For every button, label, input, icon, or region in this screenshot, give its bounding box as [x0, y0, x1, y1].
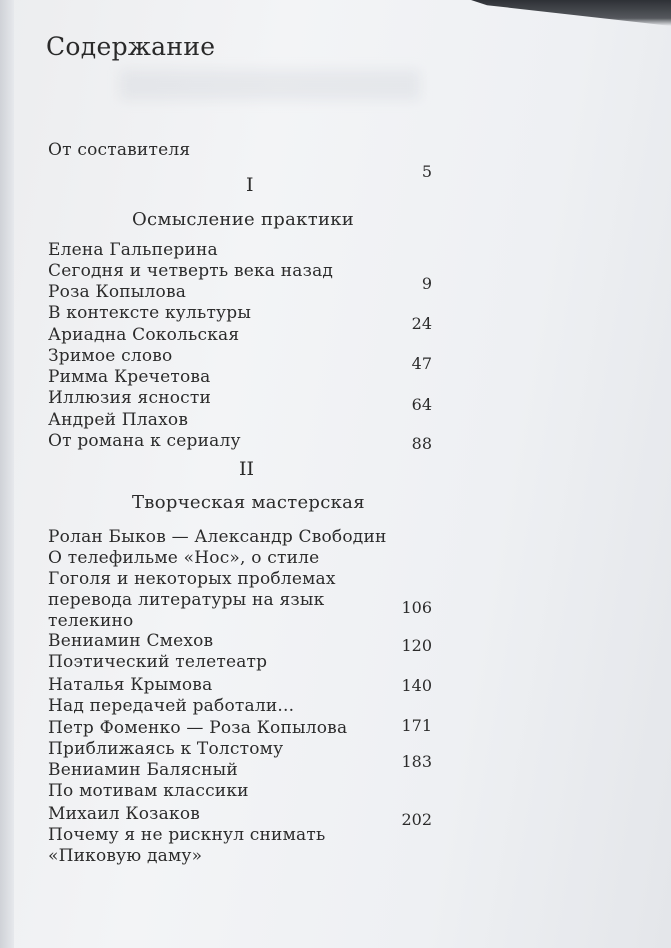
part1-entry5-page: 88 [411, 434, 432, 453]
part1-entry5-title: От романа к сериалу [48, 431, 241, 451]
bleed-through-ghost [120, 70, 420, 100]
part2-entry1-title-line2: Гоголя и некоторых проблемах [48, 569, 336, 589]
part2-entry3-author: Наталья Крымова [48, 675, 213, 695]
intro-page: 5 [421, 162, 432, 181]
part2-entry3-title: Над передачей работали... [48, 696, 295, 716]
part2-entry1-title-line3: перевода литературы на язык [48, 590, 325, 610]
part1-entry4-title: Иллюзия ясности [48, 388, 212, 408]
part2-entry3-page: 140 [401, 676, 432, 695]
page-title: Содержание [46, 32, 216, 61]
part2-entry6-title-line2: «Пиковую даму» [48, 846, 203, 866]
part2-entry1-title-line4: телекино [48, 611, 134, 631]
part1-entry3-author: Ариадна Сокольская [48, 325, 240, 345]
part1-entry3-title: Зримое слово [48, 346, 173, 366]
part1-entry2-author: Роза Копылова [48, 282, 187, 302]
part2-entry6-page: 202 [401, 810, 432, 829]
part1-entry1-page: 9 [421, 274, 432, 293]
part1-entry1-title: Сегодня и четверть века назад [48, 261, 334, 281]
part1-entry5-author: Андрей Плахов [48, 410, 189, 430]
part2-title: Творческая мастерская [132, 492, 365, 513]
part1-entry4-author: Римма Кречетова [48, 367, 211, 387]
part1-title: Осмысление практики [132, 209, 355, 230]
part1-entry2-page: 24 [411, 314, 432, 333]
part2-entry5-author: Вениамин Балясный [48, 760, 238, 780]
part2-entry4-title: Приближаясь к Толстому [48, 739, 284, 759]
intro-label: От составителя [48, 140, 191, 160]
part2-entry2-author: Вениамин Смехов [48, 631, 214, 651]
part1-number: I [246, 174, 254, 196]
part2-entry5-page: 183 [401, 752, 432, 771]
part2-entry2-page: 120 [401, 636, 432, 655]
part1-entry3-page: 47 [411, 354, 432, 373]
part2-entry4-author: Петр Фоменко — Роза Копылова [48, 718, 348, 738]
part1-entry4-page: 64 [411, 395, 432, 414]
part2-entry5-title: По мотивам классики [48, 781, 249, 801]
part2-entry2-title: Поэтический телетеатр [48, 652, 268, 672]
part2-entry1-author: Ролан Быков — Александр Свободин [48, 527, 387, 547]
part1-entry1-author: Елена Гальперина [48, 240, 218, 260]
part1-entry2-title: В контексте культуры [48, 303, 252, 323]
corner-shadow [471, 0, 671, 26]
page-left-edge [0, 0, 14, 948]
part2-number: II [239, 458, 255, 480]
part2-entry6-author: Михаил Козаков [48, 804, 201, 824]
part2-entry1-title-line1: О телефильме «Нос», о стиле [48, 548, 320, 568]
part2-entry6-title-line1: Почему я не рискнул снимать [48, 825, 326, 845]
part2-entry4-page: 171 [401, 716, 432, 735]
part2-entry1-page: 106 [401, 598, 432, 617]
